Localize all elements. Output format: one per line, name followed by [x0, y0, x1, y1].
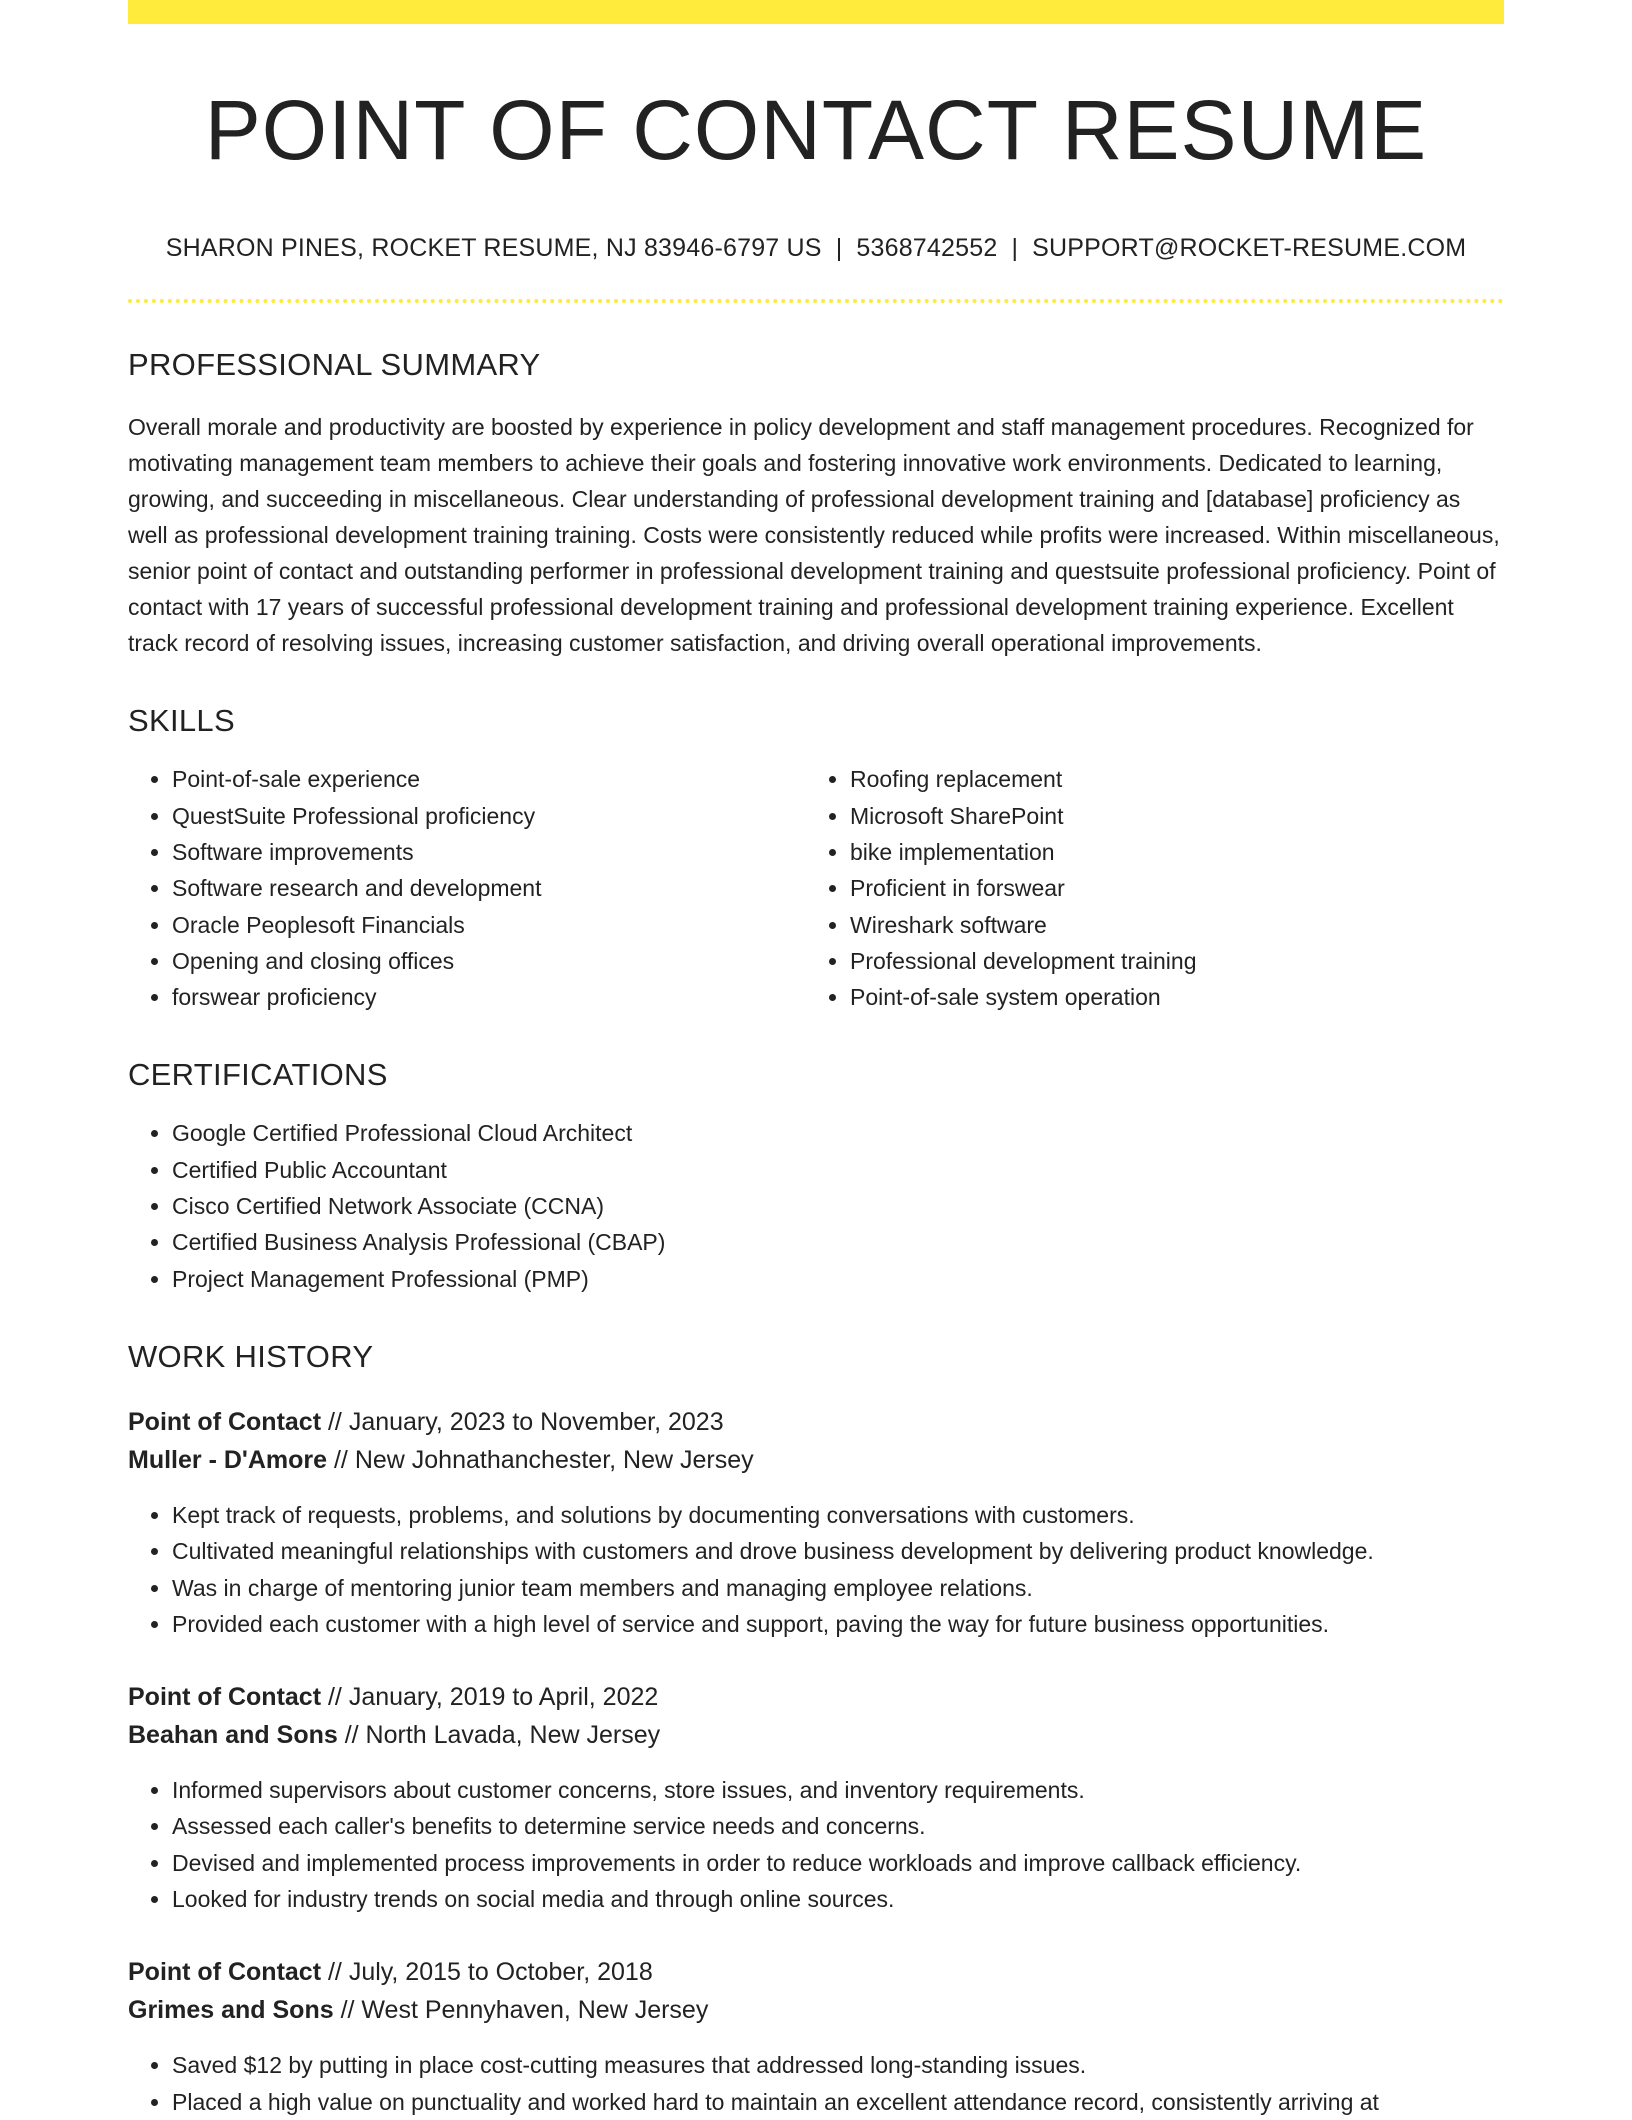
job-company: Grimes and Sons: [128, 1996, 334, 2025]
skills-columns: [128, 761, 1504, 1015]
skill-item: • Software improvements: [172, 834, 806, 870]
job-entry: [128, 1953, 1504, 2120]
skill-item: • Point-of-sale experience: [172, 761, 806, 797]
job-title: Point of Contact: [128, 1683, 322, 1712]
job-location: // West Pennyhaven, New Jersey: [333, 1996, 709, 2025]
job-title-line: [128, 1403, 1504, 1441]
job-location: // North Lavada, New Jersey: [337, 1721, 661, 1750]
top-accent-bar: [128, 0, 1504, 24]
job-entry: [128, 1678, 1504, 1917]
skill-item: • Opening and closing offices: [172, 943, 806, 979]
job-bullet: • Saved $12 by putting in place cost-cutting measures that addressed long-standing issues.: [172, 2047, 1504, 2083]
job-bullet: • Assessed each caller's benefits to determine service needs and concerns.: [172, 1808, 1504, 1844]
resume-title: POINT OF CONTACT RESUME: [204, 83, 1428, 177]
skills-section: [128, 703, 1504, 1015]
job-bullet: • Cultivated meaningful relationships with customers and drove business development by delivering product knowledge.: [172, 1533, 1504, 1569]
job-company-line: [128, 1716, 1504, 1754]
job-dates: // July, 2015 to October, 2018: [321, 1958, 653, 1987]
skills-list-left: [128, 761, 806, 1015]
skill-item: • Software research and development: [172, 870, 806, 906]
summary-text: Overall morale and productivity are boosted by experience in policy development and staff management procedures. Recognized for motivating management team members to achieve their goals and fostering innovative work environments. Dedicated to learning, growing, and succeeding in miscellaneous. Clear understanding of professional development training and [database] proficiency as well as professional development training training. Costs were consistently reduced while profits were increased. Within miscellaneous, senior point of contact and outstanding performer in professional development training and questsuite professional proficiency. Point of contact with 17 years of successful professional development training and professional development training experience. Excellent track record of resolving issues, increasing customer satisfaction, and driving overall operational improvements.: [128, 414, 1500, 657]
skill-item: • Microsoft SharePoint: [850, 798, 1484, 834]
summary-section: [128, 347, 1504, 661]
job-company: Beahan and Sons: [128, 1721, 338, 1750]
contact-line: [128, 234, 1504, 263]
skill-item: • Wireshark software: [850, 907, 1484, 943]
contact-phone: 5368742552: [856, 234, 998, 263]
job-bullet: • Placed a high value on punctuality and worked hard to maintain an excellent attendance record, consistently arriving at: [172, 2084, 1504, 2120]
job-entry: [128, 1403, 1504, 1642]
job-location: // New Johnathanchester, New Jersey: [327, 1445, 754, 1474]
job-bullets: [128, 2047, 1504, 2120]
certification-item: • Cisco Certified Network Associate (CCNA): [172, 1188, 1504, 1224]
skill-item: • Proficient in forswear: [850, 870, 1484, 906]
skill-item: • Point-of-sale system operation: [850, 979, 1484, 1015]
job-title-line: [128, 1953, 1504, 1991]
job-dates: // January, 2023 to November, 2023: [321, 1407, 724, 1436]
certification-item: • Google Certified Professional Cloud Architect: [172, 1115, 1504, 1151]
job-title: Point of Contact: [128, 1958, 322, 1987]
certifications-heading: CERTIFICATIONS: [128, 1057, 388, 1093]
skill-item: • Professional development training: [850, 943, 1484, 979]
job-dates: // January, 2019 to April, 2022: [321, 1683, 659, 1712]
job-title-line: [128, 1678, 1504, 1716]
job-bullet: • Looked for industry trends on social media and through online sources.: [172, 1881, 1504, 1917]
summary-heading: PROFESSIONAL SUMMARY: [128, 347, 541, 383]
job-company: Muller - D'Amore: [128, 1445, 328, 1474]
job-bullet: • Informed supervisors about customer concerns, store issues, and inventory requirements.: [172, 1772, 1504, 1808]
skills-heading: SKILLS: [128, 703, 235, 739]
skill-item: • forswear proficiency: [172, 979, 806, 1015]
job-bullets: [128, 1497, 1504, 1642]
job-company-line: [128, 1991, 1504, 2029]
contact-email: SUPPORT@ROCKET-RESUME.COM: [1032, 234, 1467, 263]
contact-address: SHARON PINES, ROCKET RESUME, NJ 83946-6797 US: [165, 234, 822, 263]
job-bullets: [128, 1772, 1504, 1917]
skill-item: • Roofing replacement: [850, 761, 1484, 797]
job-bullet: • Was in charge of mentoring junior team members and managing employee relations.: [172, 1570, 1504, 1606]
certifications-section: [128, 1057, 1504, 1296]
skill-item: • QuestSuite Professional proficiency: [172, 798, 806, 834]
certification-item: • Certified Public Accountant: [172, 1152, 1504, 1188]
skill-item: • Oracle Peoplesoft Financials: [172, 907, 806, 943]
job-bullet: • Kept track of requests, problems, and solutions by documenting conversations with customers.: [172, 1497, 1504, 1533]
job-title: Point of Contact: [128, 1407, 322, 1436]
work-history-heading: WORK HISTORY: [128, 1338, 374, 1374]
job-bullet: • Provided each customer with a high level of service and support, paving the way for future business opportunities.: [172, 1606, 1504, 1642]
work-history-section: [128, 1339, 1504, 2120]
job-company-line: [128, 1441, 1504, 1479]
contact-separator: |: [835, 234, 843, 263]
resume-page: [128, 0, 1504, 2120]
certification-item: • Certified Business Analysis Professional (CBAP): [172, 1224, 1504, 1260]
skill-item: • bike implementation: [850, 834, 1484, 870]
certification-item: • Project Management Professional (PMP): [172, 1261, 1504, 1297]
job-bullet: • Devised and implemented process improvements in order to reduce workloads and improve callback efficiency.: [172, 1845, 1504, 1881]
contact-separator: |: [1011, 234, 1019, 263]
header-divider: [128, 299, 1504, 303]
certifications-list: [128, 1115, 1504, 1296]
skills-list-right: [806, 761, 1484, 1015]
